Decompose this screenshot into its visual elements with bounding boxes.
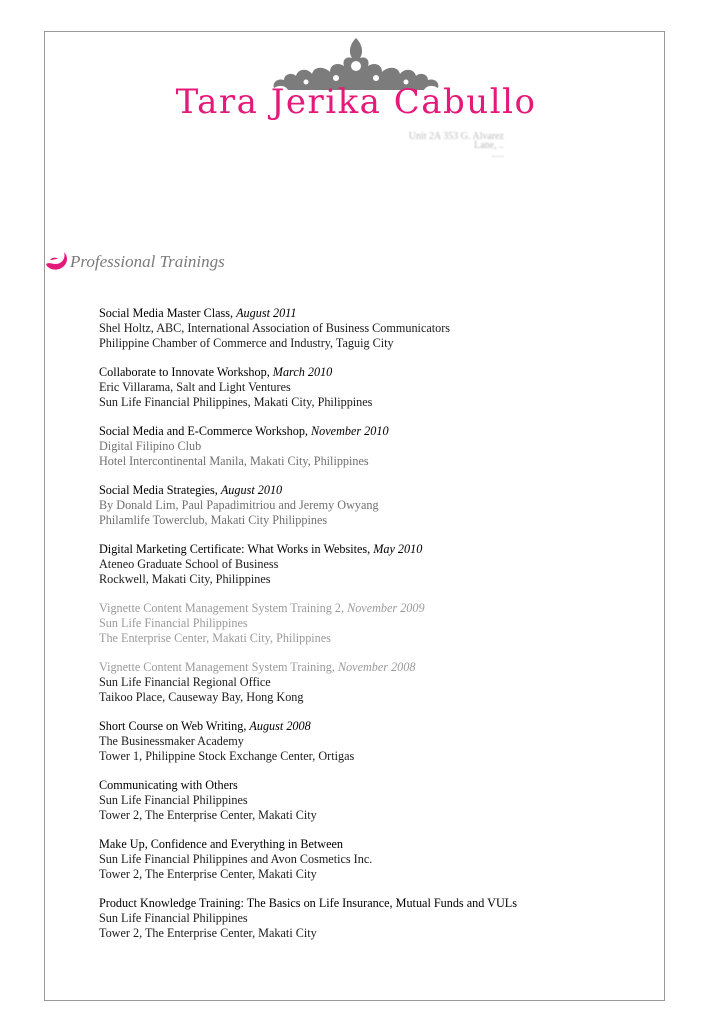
training-date: May 2010 [373, 542, 423, 556]
training-title-line [99, 424, 389, 439]
training-line: By Donald Lim, Paul Papadimitriou and Jeremy Owyang [99, 498, 379, 512]
training-line: Sun Life Financial Philippines [99, 911, 248, 925]
training-entry [99, 896, 517, 941]
training-title: Vignette Content Management System Training, [99, 660, 335, 674]
training-title: Social Media and E-Commerce Workshop, [99, 424, 308, 438]
training-line: Hotel Intercontinental Manila, Makati City, Philippines [99, 454, 369, 468]
training-line: Sun Life Financial Philippines [99, 616, 248, 630]
training-date: November 2009 [347, 601, 425, 615]
training-title-line [99, 601, 425, 616]
training-title-line [99, 896, 517, 911]
training-date: August 2008 [249, 719, 311, 733]
training-line: Taikoo Place, Causeway Bay, Hong Kong [99, 690, 304, 704]
training-title: Make Up, Confidence and Everything in Between [99, 837, 344, 851]
training-line: Tower 1, Philippine Stock Exchange Center, Ortigas [99, 749, 355, 763]
training-title-line [99, 778, 317, 793]
training-title: Collaborate to Innovate Workshop, [99, 365, 270, 379]
training-title: Digital Marketing Certificate: What Works in Websites, [99, 542, 371, 556]
training-title: Social Media Strategies, [99, 483, 218, 497]
training-entry [99, 601, 425, 646]
training-title: Short Course on Web Writing, [99, 719, 247, 733]
training-line: Tower 2, The Enterprise Center, Makati City [99, 808, 317, 822]
training-title: Communicating with Others [99, 778, 238, 792]
training-entry [99, 483, 379, 528]
training-date: November 2010 [311, 424, 389, 438]
training-line: Sun Life Financial Philippines and Avon Cosmetics Inc. [99, 852, 373, 866]
training-date: August 2011 [236, 306, 297, 320]
pink-swirl-icon [44, 248, 70, 274]
training-title: Social Media Master Class, [99, 306, 234, 320]
training-entry [99, 542, 422, 587]
training-line: Sun Life Financial Philippines [99, 793, 248, 807]
training-entry [99, 365, 372, 410]
training-title-line [99, 837, 372, 852]
training-line: Digital Filipino Club [99, 439, 202, 453]
training-line: Philippine Chamber of Commerce and Industry, Taguig City [99, 336, 394, 350]
training-entry [99, 660, 415, 705]
training-title-line [99, 660, 415, 675]
training-title-line [99, 306, 450, 321]
training-line: Tower 2, The Enterprise Center, Makati City [99, 867, 317, 881]
address-line: ..... [491, 149, 504, 160]
training-entry [99, 778, 317, 823]
training-title-line [99, 483, 379, 498]
training-line: Ateneo Graduate School of Business [99, 557, 279, 571]
section-title: Professional Trainings [70, 252, 225, 271]
training-entry [99, 306, 450, 351]
training-line: Eric Villarama, Salt and Light Ventures [99, 380, 291, 394]
address-block [244, 132, 504, 159]
training-line: Sun Life Financial Regional Office [99, 675, 271, 689]
training-title: Product Knowledge Training: The Basics on Life Insurance, Mutual Funds and VULs [99, 896, 517, 910]
training-date: November 2008 [337, 660, 416, 674]
training-date: August 2010 [220, 483, 283, 497]
training-title: Vignette Content Management System Training 2, [99, 601, 345, 615]
training-line: Sun Life Financial Philippines, Makati City, Philippines [99, 395, 373, 409]
training-line: Philamlife Towerclub, Makati City Philippines [99, 513, 328, 527]
training-line: Rockwell, Makati City, Philippines [99, 572, 271, 586]
training-title-line [99, 542, 422, 557]
training-entry [99, 719, 354, 764]
training-line: Shel Holtz, ABC, International Association of Business Communicators [99, 321, 451, 335]
training-line: The Enterprise Center, Makati City, Philippines [99, 631, 331, 645]
training-entry [99, 837, 372, 882]
address-line: Lane, .. [474, 140, 504, 151]
training-line: The Businessmaker Academy [99, 734, 244, 748]
training-title-line [99, 719, 354, 734]
training-entry [99, 424, 389, 469]
resume-name: Tara Jerika Cabullo [175, 82, 537, 122]
training-title-line [99, 365, 372, 380]
training-line: Tower 2, The Enterprise Center, Makati City [99, 926, 317, 940]
training-date: March 2010 [272, 365, 333, 379]
address-line: Unit 2A 353 G. Alvarez [408, 131, 504, 142]
